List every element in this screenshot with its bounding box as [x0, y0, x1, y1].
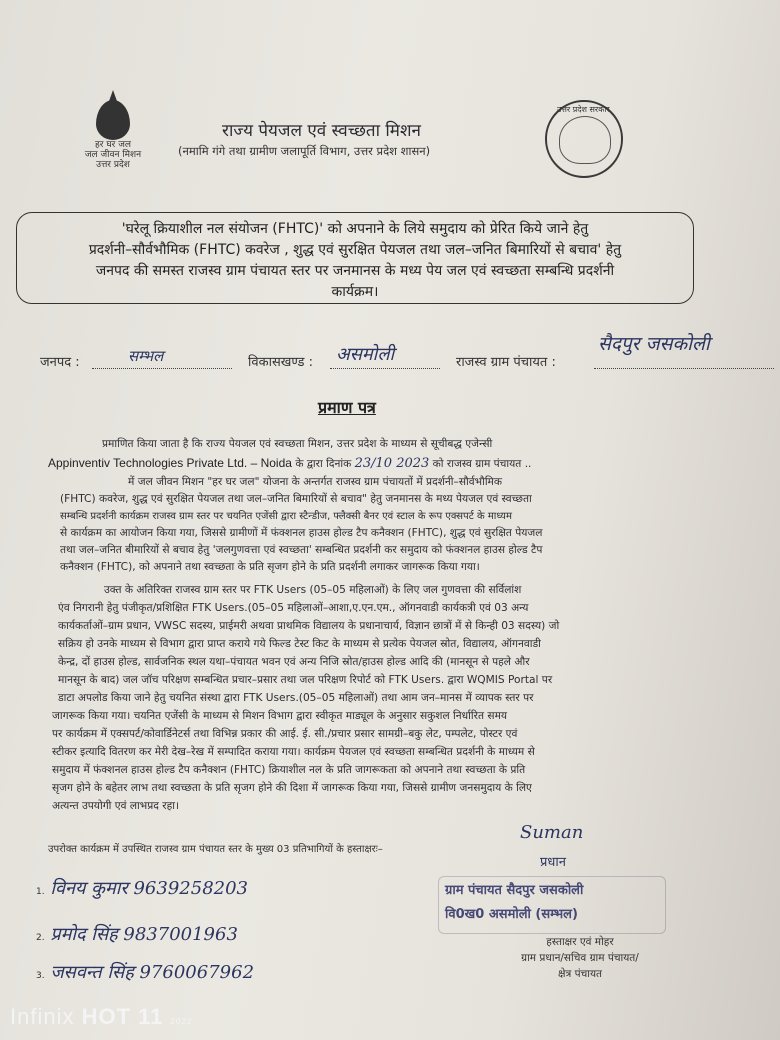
para1-gp-text: को राजस्व ग्राम पंचायत .. — [432, 458, 532, 470]
participant-1-signature: विनय कुमार 9639258203 — [50, 878, 249, 899]
signatory-caption — [480, 934, 680, 982]
participant-3-number: 3. — [36, 971, 45, 981]
participant-2 — [36, 922, 238, 946]
para2-line-3: कार्यकर्ताओं–ग्राम प्रधान, VWSC सदस्य, प्राईमरी अथवा प्राथमिक विद्यालय के प्रधानाचार्य, विज्ञान छात्रों में से किन्ही 03 सदस्य) जो — [58, 620, 560, 632]
gram-panchayat-value: सैदपुर जसकोली — [598, 333, 710, 355]
water-drop-icon — [96, 100, 130, 140]
pradhan-handwritten-title: प्रधान — [540, 855, 566, 870]
para2-line-13: अत्यन्त उपयोगी एवं लाभप्रद रहा। — [52, 800, 179, 812]
participant-1-number: 1. — [36, 887, 45, 897]
program-title-box — [16, 212, 694, 304]
block-dotted-line — [330, 368, 440, 369]
para2-line-9: पर कार्यक्रम में एक्सपर्ट/कोवार्डिनेटर्स तथा विभिन्न प्रकार की आई. ई. सी./प्रचार प्रसार सामग्री–बकु लेट, पम्पलेट, पोस्टर एवं — [52, 728, 518, 740]
participant-1 — [36, 876, 248, 900]
program-line-3: जनपद की समस्त राजस्व ग्राम पंचायत स्तर पर जनमानस के मध्य पेय जल एवं स्वच्छता सम्बन्धि प्रदर्शनी — [95, 263, 615, 279]
participant-2-signature: प्रमोद सिंह 9837001963 — [50, 924, 238, 945]
para1-line-i: कनैक्शन (FHTC), को अपनाने तथा स्वच्छता के प्रति सृजग होने के प्रति प्रदर्शनी लगाकर जागरूक किया गया। — [60, 561, 480, 573]
para1-line-d: में जल जीवन मिशन "हर घर जल" योजना के अन्तर्गत राजस्व ग्राम पंचायतों में प्रदर्शनी–सौर्वभौमिक — [128, 476, 503, 488]
para1-line-h: तथा जल–जनित बीमारियों से बचाव हेतु 'जलगुणवत्ता एवं स्वच्छता' सम्बन्धित प्रदर्शनी कर समुदाय को फंक्शनल हाउस होल्ड टैप — [60, 544, 543, 556]
para1-line-g: से कार्यक्रम का आयोजन किया गया, जिससे ग्रामीणों में फंक्शनल हाउस होल्ड टैप कनैक्शन (FHTC), शुद्ध एवं सुरक्षित पेयजल — [60, 527, 543, 539]
camera-watermark — [10, 1004, 192, 1030]
block-label: विकासखण्ड : — [248, 355, 314, 370]
para2-line-10: स्टीकर इत्यादि वितरण कर मेरी देख–रेख में सम्पादित कराया गया। कार्यक्रम पेयजल एवं स्वच्छता सम्बन्धित प्रदर्शनी के माध्यम से — [52, 746, 535, 758]
program-line-4: कार्यक्रम। — [331, 284, 379, 300]
organization-title: राज्य पेयजल एवं स्वच्छता मिशन — [222, 121, 421, 141]
program-line-1: 'घरेलू क्रियाशील नल संयोजन (FHTC)' को अपनाने के लिये समुदाय को प्रेरित किये जाने हेतु — [121, 221, 589, 237]
stamp-line-2: वि0ख0 असमोली (सम्भल) — [445, 907, 578, 922]
para1-line-company — [48, 455, 718, 473]
para2-line-4: सक्रिय हो उनके माध्यम से विभाग द्वारा प्राप्त कराये गये फिल्ड टेस्ट किट के माध्यम से प्रत्येक पेयजल स्रोत, विद्यालय, ऑगनवाडी — [58, 638, 541, 650]
logo-line-2: जल जीवन मिशन — [84, 150, 142, 160]
para2-line-11: समुदाय में फंक्शनल हाउस होल्ड टैप कनैक्शन (FHTC) क्रियाशील नल के प्रति जागरूकता को अपनाने तथा स्वच्छता के प्रति — [52, 764, 526, 776]
para2-line-7: डाटा अपलोड किया जाने हेतु चयनित संस्था द्वारा FTK Users.(05–05 महिलाओं) तथा आम जन–मानस में व्यापक स्तर पर — [58, 692, 534, 704]
organization-subtitle: (नमामि गंगे तथा ग्रामीण जलापूर्ति विभाग, उत्तर प्रदेश शासन) — [178, 144, 431, 158]
district-value: सम्भल — [128, 347, 164, 365]
participant-2-number: 2. — [36, 933, 45, 943]
para2-line-1: उक्त के अतिरिक्त राजस्व ग्राम स्तर पर FTK Users (05–05 महिलाओं) के लिए जल गुणवत्ता की सर्विलांश — [104, 584, 522, 596]
para2-line-8: जागरूक किया गया। चयनित एजेंसी के माध्यम से मिशन विभाग द्वारा स्वीकृत माड्यूल के अनुसार सकुशल निर्धारित समय — [52, 710, 508, 722]
gram-panchayat-stamp — [438, 876, 666, 934]
district-dotted-line — [92, 368, 232, 369]
para1-line-f: सम्बन्धि प्रदर्शनी कार्यक्रम राजस्व ग्राम स्तर पर चयनित एजेंसी द्वारा स्टैन्डीज, फ्लैक्सी बैनर एवं स्टाल के रूप एक्सपर्ट के माध्यम — [60, 511, 512, 522]
district-label: जनपद : — [40, 355, 80, 370]
para2-line-6: मानसून के बाद) जल जॉच परिक्षण सम्बन्धित प्रचार–प्रसार तथा जल परिक्षण रिपोर्ट को FTK Users. द्वारा WQMIS Portal पर — [58, 674, 553, 686]
pradhan-signature: Suman — [520, 822, 584, 843]
har-ghar-jal-logo — [78, 100, 148, 170]
gp-dotted-line — [594, 368, 774, 369]
para2-line-12: सृजग होने के बहेतर लाभ तथा स्वच्छता के प्रति सृजग होने की दिशा में जागरूक किया गया, जिससे ग्रामीण जनसमुदाय के लिए — [52, 782, 532, 794]
signatory-caption-1: हस्ताक्षर एवं मोहर — [546, 936, 614, 948]
agency-name: Appinventiv Technologies Private Ltd. – Noida — [48, 456, 292, 470]
para2-line-2: एंव निगरानी हेतु पंजीकृत/प्रशिक्षित FTK Users.(05–05 महिलाओं–आशा,ए.एन.एम., ऑगनवाडी कार्यकत्री एवं 03 अन्य — [58, 602, 529, 614]
program-date: 23/10 2023 — [354, 456, 430, 471]
signatory-caption-3: क्षेत्र पंचायत — [557, 968, 603, 980]
block-value: असमोली — [336, 344, 395, 365]
signatory-caption-2: ग्राम प्रधान/सचिव ग्राम पंचायत/ — [521, 952, 639, 964]
program-line-2: प्रदर्शनी–सौर्वभौमिक (FHTC) कवरेज , शुद्ध एवं सुरक्षित पेयजल तथा जल–जनित बिमारियों से बचाव' हेतु — [88, 242, 622, 258]
para1-date-label: के द्वारा दिनांक — [295, 458, 352, 470]
up-government-seal — [545, 100, 623, 178]
participant-3-signature: जसवन्त सिंह 9760067962 — [50, 962, 255, 983]
certificate-heading: प्रमाण पत्र — [318, 398, 376, 417]
stamp-line-1: ग्राम पंचायत सैदपुर जसकोली — [445, 883, 584, 898]
participant-3 — [36, 960, 254, 984]
gram-panchayat-label: राजस्व ग्राम पंचायत : — [456, 355, 556, 370]
participants-signature-label: उपरोक्त कार्यक्रम में उपस्थित राजस्व ग्राम पंचायत स्तर के मुख्य 03 प्रतिभागियों के हस्ताक्षरः– — [48, 844, 383, 855]
watermark-brand: Infinix — [10, 1004, 75, 1029]
logo-line-3: उत्तर प्रदेश — [96, 160, 130, 170]
para1-line-a: प्रमाणित किया जाता है कि राज्य पेयजल एवं स्वच्छता मिशन, उत्तर प्रदेश के माध्यम से सूचीबद्ध एजेन्सी — [102, 438, 493, 450]
watermark-year: 2022 — [170, 1017, 193, 1026]
para1-line-e: (FHTC) कवरेज, शुद्ध एवं सुरक्षित पेयजल तथा जल–जनित बिमारियों से बचाव" हेतु जनमानस के मध्य पेयजल एवं स्वच्छता — [60, 493, 532, 505]
seal-text: उत्तर प्रदेश सरकार — [557, 105, 610, 114]
watermark-model: HOT 11 — [81, 1004, 164, 1029]
para2-line-5: केन्द्र, दों हाउस होल्ड, सार्वजनिक स्थल यथा–पंचायत भवन एवं अन्य निजि स्रोत/हाउस होल्ड आदि की (मानसून से पहले और — [58, 656, 530, 668]
logo-line-1: हर घर जल — [95, 140, 131, 150]
seal-emblem-icon — [559, 116, 611, 164]
